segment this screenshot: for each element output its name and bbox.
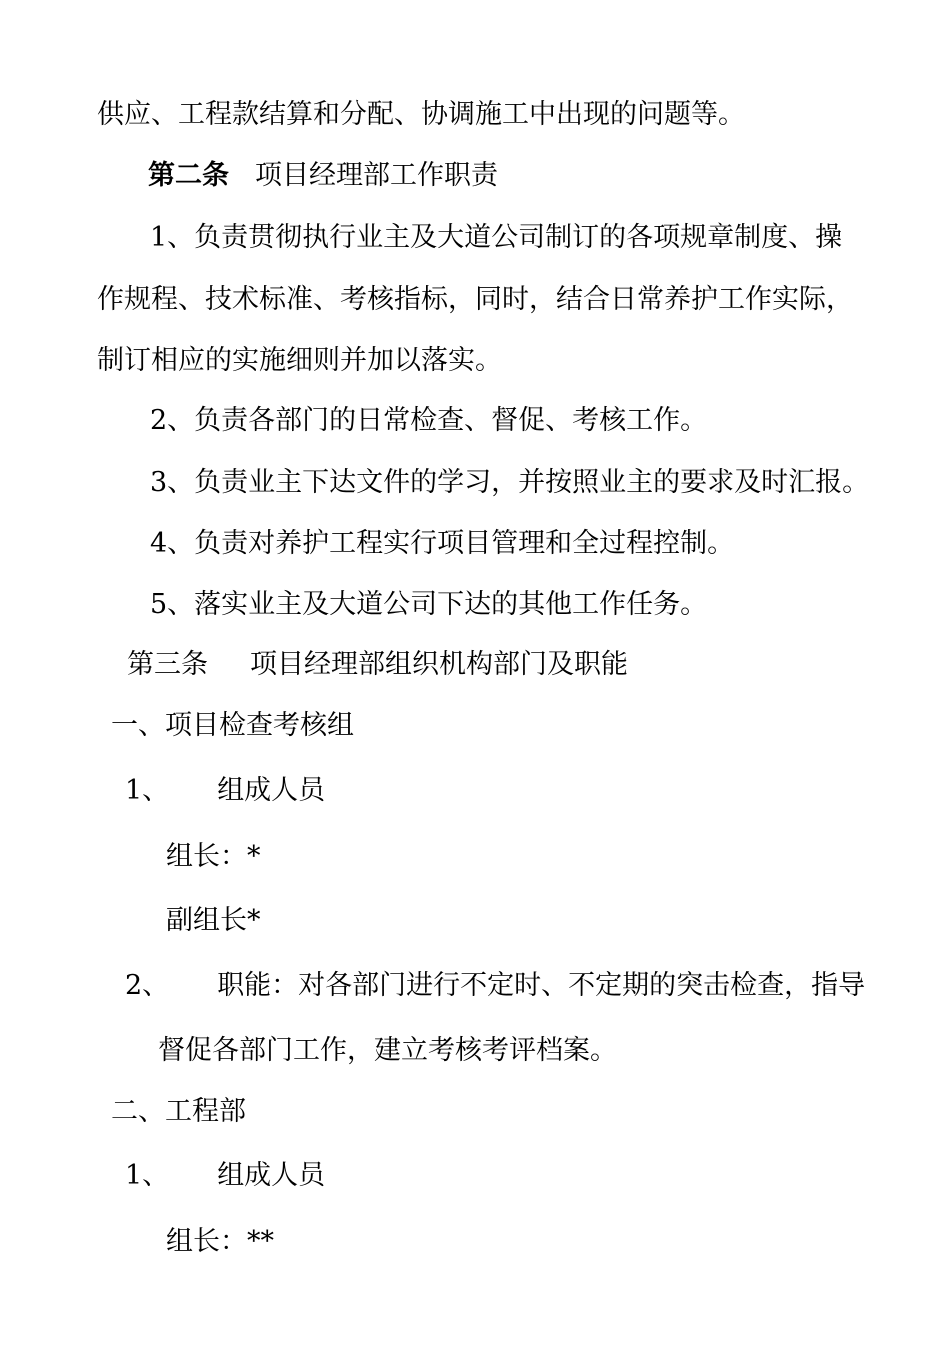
duty-item-2: 2、负责各部门的日常检查、督促、考核工作。 [150, 405, 708, 436]
article-3-heading [127, 651, 628, 678]
section-1-item-2-text: 职能：对各部门进行不定时、不定期的突击检查，指导 [217, 970, 866, 1001]
duty-item-1-line-1: 1、负责贯彻执行业主及大道公司制订的各项规章制度、操 [150, 222, 843, 253]
section-1-item-1-number: 1、 [125, 775, 170, 806]
section-1-heading: 一、项目检查考核组 [111, 710, 354, 741]
duty-item-1-line-3: 制订相应的实施细则并加以落实。 [97, 345, 502, 376]
section-1-item-2-continuation: 督促各部门工作，建立考核考评档案。 [158, 1035, 617, 1066]
section-2-item-1 [125, 1162, 325, 1189]
article-2-heading [148, 162, 498, 189]
paragraph-continuation: 供应、工程款结算和分配、协调施工中出现的问题等。 [97, 99, 745, 130]
section-1-item-2-number: 2、 [125, 970, 170, 1001]
duty-item-1-line-2: 作规程、技术标准、考核指标，同时，结合日常养护工作实际， [97, 284, 853, 315]
article-2-label: 第二条 [148, 160, 229, 191]
section-1-leader: 组长：* [166, 841, 261, 872]
section-1-item-1-text: 组成人员 [217, 775, 326, 806]
section-1-item-1 [125, 777, 325, 804]
duty-item-5: 5、落实业主及大道公司下达的其他工作任务。 [150, 589, 708, 620]
section-1-deputy: 副组长* [166, 905, 261, 936]
section-1-item-2 [125, 972, 865, 999]
section-2-heading: 二、工程部 [111, 1096, 246, 1127]
article-2-title: 项目经理部工作职责 [255, 160, 498, 191]
article-3-title: 项目经理部组织机构部门及职能 [250, 649, 628, 680]
section-2-item-1-text: 组成人员 [217, 1160, 326, 1191]
article-3-label: 第三条 [127, 649, 208, 680]
section-2-item-1-number: 1、 [125, 1160, 170, 1191]
duty-item-3: 3、负责业主下达文件的学习，并按照业主的要求及时汇报。 [150, 467, 870, 498]
duty-item-4: 4、负责对养护工程实行项目管理和全过程控制。 [150, 528, 735, 559]
section-2-leader: 组长：** [166, 1226, 274, 1257]
